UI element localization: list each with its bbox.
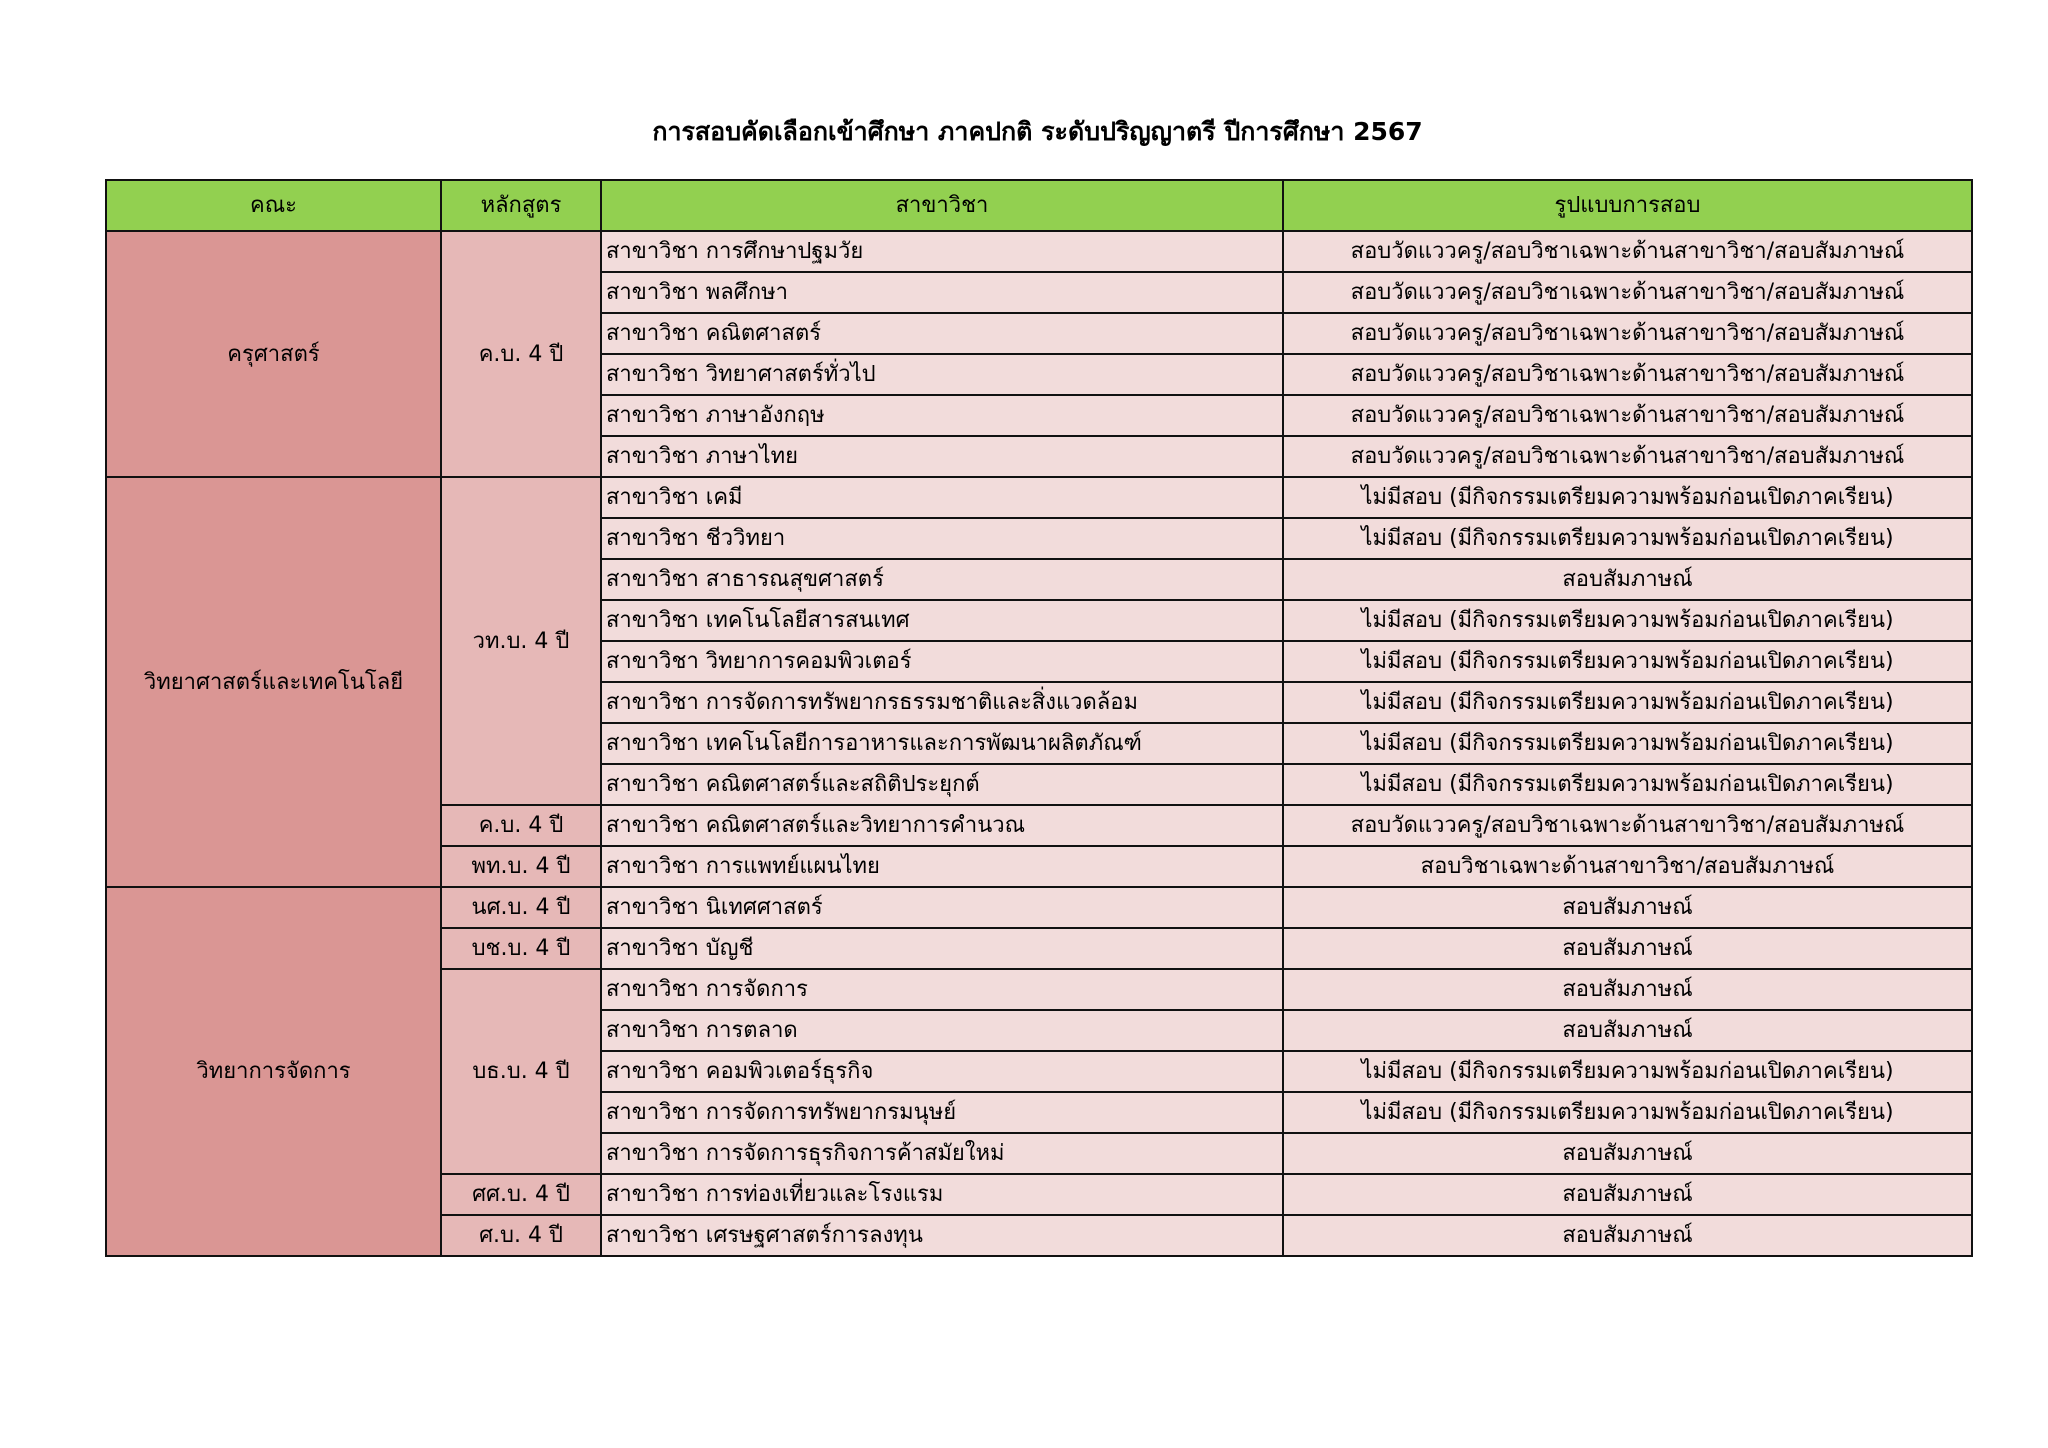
major-cell: สาขาวิชา ชีววิทยา <box>601 518 1283 559</box>
exam-format-cell: ไม่มีสอบ (มีกิจกรรมเตรียมความพร้อมก่อนเปิดภาคเรียน) <box>1283 477 1972 518</box>
program-cell: ค.บ. 4 ปี <box>441 231 601 477</box>
header-format: รูปแบบการสอบ <box>1283 180 1972 231</box>
program-cell: พท.บ. 4 ปี <box>441 846 601 887</box>
table-row <box>106 477 1972 518</box>
major-cell: สาขาวิชา วิทยาศาสตร์ทั่วไป <box>601 354 1283 395</box>
exam-format-cell: สอบสัมภาษณ์ <box>1283 969 1972 1010</box>
header-major: สาขาวิชา <box>601 180 1283 231</box>
exam-format-cell: สอบสัมภาษณ์ <box>1283 1215 1972 1256</box>
major-cell: สาขาวิชา คณิตศาสตร์ <box>601 313 1283 354</box>
exam-format-table <box>105 179 1973 1257</box>
major-cell: สาขาวิชา เศรษฐศาสตร์การลงทุน <box>601 1215 1283 1256</box>
exam-format-cell: ไม่มีสอบ (มีกิจกรรมเตรียมความพร้อมก่อนเปิดภาคเรียน) <box>1283 682 1972 723</box>
exam-format-cell: ไม่มีสอบ (มีกิจกรรมเตรียมความพร้อมก่อนเปิดภาคเรียน) <box>1283 764 1972 805</box>
major-cell: สาขาวิชา ภาษาอังกฤษ <box>601 395 1283 436</box>
exam-format-cell: สอบวัดแววครู/สอบวิชาเฉพาะด้านสาขาวิชา/สอบสัมภาษณ์ <box>1283 436 1972 477</box>
major-cell: สาขาวิชา เทคโนโลยีสารสนเทศ <box>601 600 1283 641</box>
exam-format-cell: สอบวัดแววครู/สอบวิชาเฉพาะด้านสาขาวิชา/สอบสัมภาษณ์ <box>1283 313 1972 354</box>
major-cell: สาขาวิชา ภาษาไทย <box>601 436 1283 477</box>
exam-format-cell: สอบวัดแววครู/สอบวิชาเฉพาะด้านสาขาวิชา/สอบสัมภาษณ์ <box>1283 272 1972 313</box>
table-row <box>106 887 1972 928</box>
exam-format-cell: ไม่มีสอบ (มีกิจกรรมเตรียมความพร้อมก่อนเปิดภาคเรียน) <box>1283 1051 1972 1092</box>
table-body <box>106 231 1972 1256</box>
program-cell: ค.บ. 4 ปี <box>441 805 601 846</box>
exam-format-cell: สอบสัมภาษณ์ <box>1283 887 1972 928</box>
major-cell: สาขาวิชา คณิตศาสตร์และสถิติประยุกต์ <box>601 764 1283 805</box>
major-cell: สาขาวิชา สาธารณสุขศาสตร์ <box>601 559 1283 600</box>
exam-format-cell: สอบวัดแววครู/สอบวิชาเฉพาะด้านสาขาวิชา/สอบสัมภาษณ์ <box>1283 354 1972 395</box>
major-cell: สาขาวิชา เคมี <box>601 477 1283 518</box>
major-cell: สาขาวิชา การจัดการทรัพยากรธรรมชาติและสิ่งแวดล้อม <box>601 682 1283 723</box>
program-cell: ศ.บ. 4 ปี <box>441 1215 601 1256</box>
program-cell: บธ.บ. 4 ปี <box>441 969 601 1174</box>
exam-format-cell: ไม่มีสอบ (มีกิจกรรมเตรียมความพร้อมก่อนเปิดภาคเรียน) <box>1283 600 1972 641</box>
exam-format-cell: สอบสัมภาษณ์ <box>1283 1010 1972 1051</box>
major-cell: สาขาวิชา การจัดการทรัพยากรมนุษย์ <box>601 1092 1283 1133</box>
exam-format-cell: ไม่มีสอบ (มีกิจกรรมเตรียมความพร้อมก่อนเปิดภาคเรียน) <box>1283 518 1972 559</box>
exam-format-cell: สอบสัมภาษณ์ <box>1283 1174 1972 1215</box>
page-title: การสอบคัดเลือกเข้าศึกษา ภาคปกติ ระดับปริญญาตรี ปีการศึกษา 2567 <box>652 117 1423 146</box>
major-cell: สาขาวิชา นิเทศศาสตร์ <box>601 887 1283 928</box>
exam-format-cell: สอบสัมภาษณ์ <box>1283 559 1972 600</box>
major-cell: สาขาวิชา บัญชี <box>601 928 1283 969</box>
exam-format-cell: สอบวัดแววครู/สอบวิชาเฉพาะด้านสาขาวิชา/สอบสัมภาษณ์ <box>1283 395 1972 436</box>
program-cell: วท.บ. 4 ปี <box>441 477 601 805</box>
table-row <box>106 231 1972 272</box>
program-cell: บช.บ. 4 ปี <box>441 928 601 969</box>
exam-format-cell: ไม่มีสอบ (มีกิจกรรมเตรียมความพร้อมก่อนเปิดภาคเรียน) <box>1283 641 1972 682</box>
major-cell: สาขาวิชา คอมพิวเตอร์ธุรกิจ <box>601 1051 1283 1092</box>
major-cell: สาขาวิชา การตลาด <box>601 1010 1283 1051</box>
exam-format-cell: ไม่มีสอบ (มีกิจกรรมเตรียมความพร้อมก่อนเปิดภาคเรียน) <box>1283 723 1972 764</box>
exam-format-cell: สอบสัมภาษณ์ <box>1283 1133 1972 1174</box>
exam-format-cell: ไม่มีสอบ (มีกิจกรรมเตรียมความพร้อมก่อนเปิดภาคเรียน) <box>1283 1092 1972 1133</box>
exam-format-cell: สอบวิชาเฉพาะด้านสาขาวิชา/สอบสัมภาษณ์ <box>1283 846 1972 887</box>
major-cell: สาขาวิชา การแพทย์แผนไทย <box>601 846 1283 887</box>
faculty-cell: วิทยาศาสตร์และเทคโนโลยี <box>106 477 441 887</box>
major-cell: สาขาวิชา เทคโนโลยีการอาหารและการพัฒนาผลิตภัณฑ์ <box>601 723 1283 764</box>
major-cell: สาขาวิชา การท่องเที่ยวและโรงแรม <box>601 1174 1283 1215</box>
exam-format-cell: สอบวัดแววครู/สอบวิชาเฉพาะด้านสาขาวิชา/สอบสัมภาษณ์ <box>1283 805 1972 846</box>
program-cell: ศศ.บ. 4 ปี <box>441 1174 601 1215</box>
major-cell: สาขาวิชา คณิตศาสตร์และวิทยาการคำนวณ <box>601 805 1283 846</box>
major-cell: สาขาวิชา วิทยาการคอมพิวเตอร์ <box>601 641 1283 682</box>
table-header-row <box>106 180 1972 231</box>
header-program: หลักสูตร <box>441 180 601 231</box>
header-faculty: คณะ <box>106 180 441 231</box>
faculty-cell: วิทยาการจัดการ <box>106 887 441 1256</box>
major-cell: สาขาวิชา พลศึกษา <box>601 272 1283 313</box>
major-cell: สาขาวิชา การจัดการธุรกิจการค้าสมัยใหม่ <box>601 1133 1283 1174</box>
major-cell: สาขาวิชา การศึกษาปฐมวัย <box>601 231 1283 272</box>
faculty-cell: ครุศาสตร์ <box>106 231 441 477</box>
program-cell: นศ.บ. 4 ปี <box>441 887 601 928</box>
major-cell: สาขาวิชา การจัดการ <box>601 969 1283 1010</box>
exam-format-cell: สอบวัดแววครู/สอบวิชาเฉพาะด้านสาขาวิชา/สอบสัมภาษณ์ <box>1283 231 1972 272</box>
exam-format-cell: สอบสัมภาษณ์ <box>1283 928 1972 969</box>
